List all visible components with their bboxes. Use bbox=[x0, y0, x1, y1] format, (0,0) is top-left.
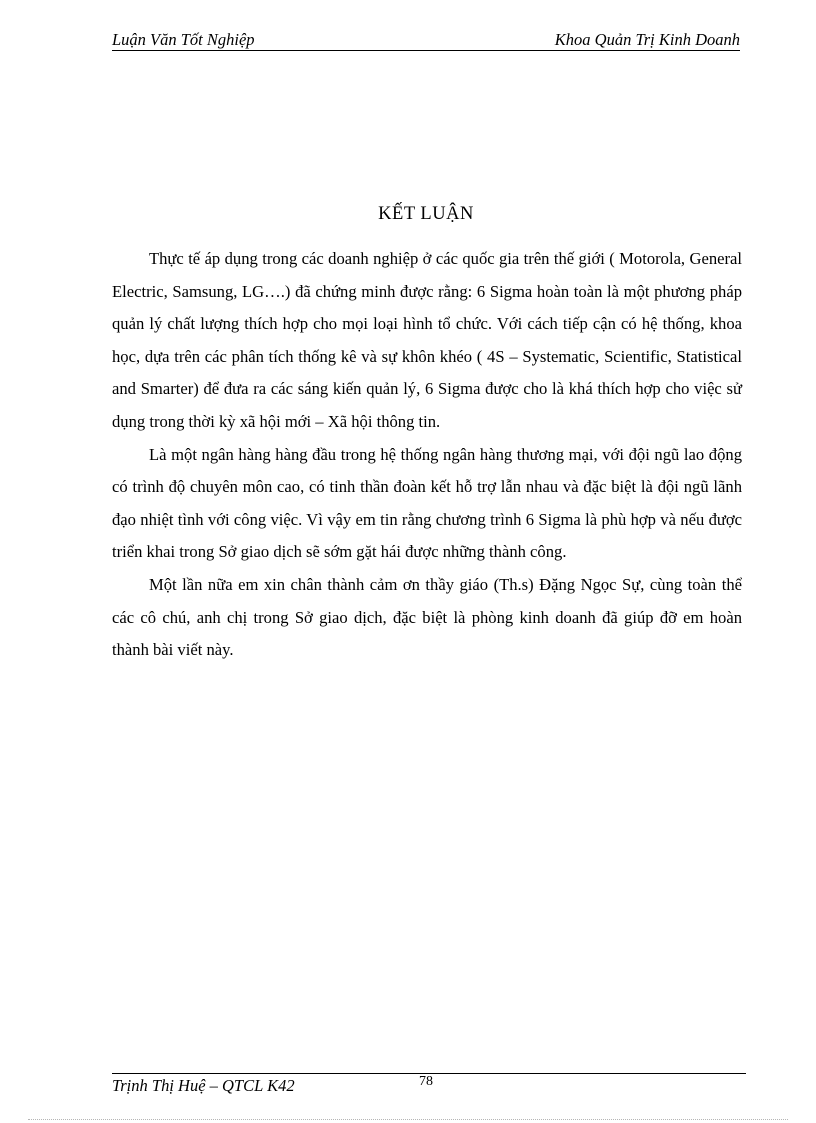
page-header bbox=[112, 30, 740, 51]
paragraph-3: Một lần nữa em xin chân thành cảm ơn thầy giáo (Th.s) Đặng Ngọc Sự, cùng toàn thể các cô chú, anh chị trong Sở giao dịch, đặc biệt là phòng kinh doanh đã giúp đỡ em hoàn thành bài viết này. bbox=[112, 574, 742, 660]
header-thesis-label: Luận Văn Tốt Nghiệp bbox=[112, 30, 255, 49]
page-number: 78 bbox=[419, 1074, 433, 1089]
footer-author: Trịnh Thị Huệ – QTCL K42 bbox=[112, 1076, 295, 1095]
document-body bbox=[112, 243, 742, 667]
page-footer bbox=[112, 1076, 746, 1098]
paragraph-2: Là một ngân hàng hàng đầu trong hệ thống ngân hàng thương mại, với đội ngũ lao động có trình độ chuyên môn cao, có tinh thần đoàn kết hỗ trợ lẫn nhau và đặc biệt là đội ngũ lãnh đạo nhiệt tình với công việc. Vì vậy em tin rằng chương trình 6 Sigma là phù hợp và nếu được triển khai trong Sở giao dịch sẽ sớm gặt hái được những thành công. bbox=[112, 444, 742, 562]
header-faculty-label: Khoa Quản Trị Kinh Doanh bbox=[554, 30, 740, 49]
page-bottom-dotted-border bbox=[28, 1119, 788, 1120]
section-title: KẾT LUẬN bbox=[378, 204, 474, 224]
paragraph-1: Thực tế áp dụng trong các doanh nghiệp ở các quốc gia trên thế giới ( Motorola, General Electric, Samsung, LG….) đã chứng minh được rằng: 6 Sigma hoàn toàn là một phương pháp quản lý chất lượng thích hợp cho mọi loại hình tổ chức. Với cách tiếp cận có hệ thống, khoa học, dựa trên các phân tích thống kê và sự khôn khéo ( 4S – Systematic, Scientific, Statistical and Smarter) để đưa ra các sáng kiến quản lý, 6 Sigma được cho là khá thích hợp cho việc sử dụng trong thời kỳ xã hội mới – Xã hội thông tin. bbox=[112, 249, 742, 431]
